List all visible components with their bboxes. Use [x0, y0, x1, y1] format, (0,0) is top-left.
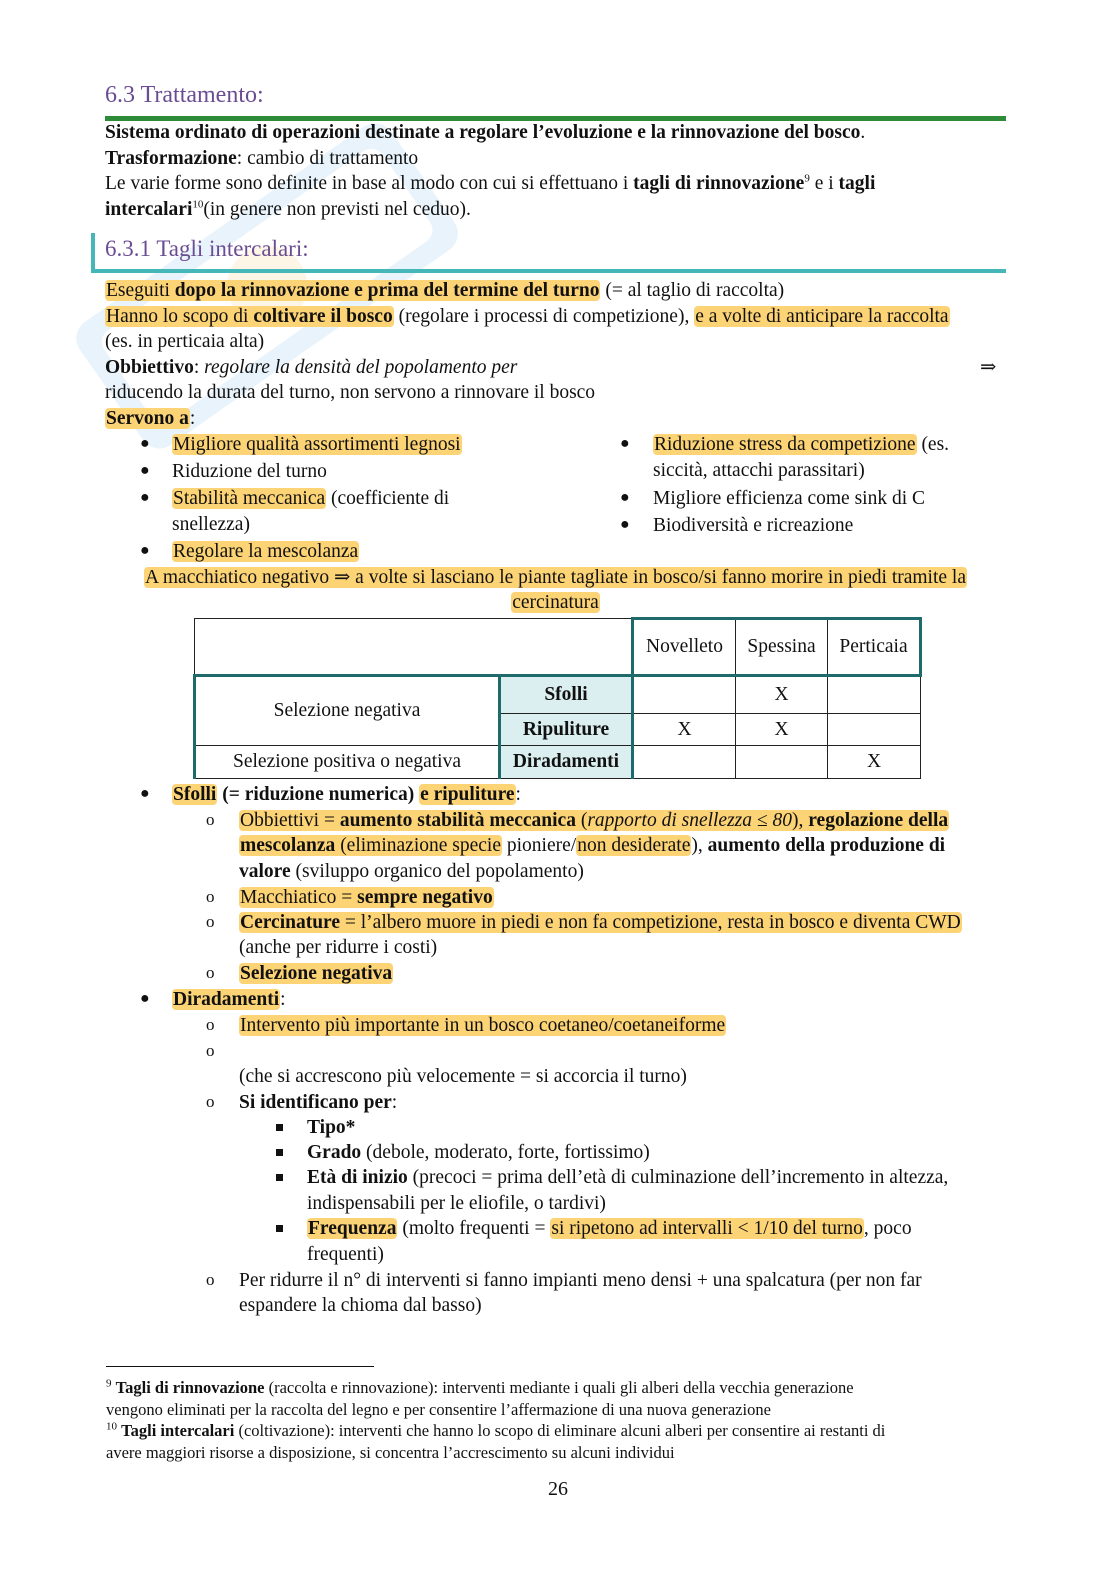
sfolli-heading: Sfolli (= riduzione numerica) e ripuliture: [173, 784, 521, 805]
sub-bullet: o [206, 1041, 215, 1060]
bullet: ● [620, 516, 630, 533]
criterion-item-cont: frequenti) [307, 1244, 384, 1265]
treatment-table [193, 617, 922, 779]
list-item: Riduzione stress da competizione (es. [654, 434, 950, 455]
sfolli-selezione: Selezione negativa [240, 963, 393, 984]
list-item: Migliore efficienza come sink di C [653, 488, 926, 509]
footnote-rule [106, 1366, 374, 1367]
table-header: Novelleto [633, 619, 736, 676]
body-line-6: Servono a: [106, 408, 196, 429]
bullet: ● [140, 990, 150, 1007]
sfolli-obj-line-2: mescolanza (eliminazione specie pioniere/non desiderate), aumento della produzione di [240, 835, 946, 856]
sub-bullet: o [206, 912, 215, 931]
criterion-item: Tipo* [307, 1117, 356, 1138]
square-bullet [276, 1149, 283, 1156]
bullet: ● [620, 489, 630, 506]
table-header: Perticaia [828, 619, 921, 676]
bullet: ● [140, 462, 150, 479]
square-bullet [276, 1174, 283, 1181]
criterion-item-cont: indispensabili per le eliofile, o tardivi) [307, 1193, 606, 1214]
subsection-title: 6.3.1 Tagli intercalari: [105, 236, 309, 261]
intro-line-4: intercalari$^{10}$(in genere non previsti nel ceduo). [105, 198, 471, 220]
table-cell [633, 746, 736, 779]
table-cell: X [633, 714, 736, 746]
table-cell [633, 676, 736, 714]
bullet: ● [620, 435, 630, 452]
bullet: ● [140, 542, 150, 559]
sub-bullet: o [206, 887, 215, 906]
criterion-item: Età di inizio (precoci = prima dell’età di culminazione dell’incremento in altezza, [307, 1167, 949, 1188]
footnote-10-cont: avere maggiori risorse a disposizione, si concentra l’accrescimento su alcuni individui [106, 1443, 675, 1462]
list-item: Biodiversità e ricreazione [653, 515, 854, 536]
subsection-bar [91, 233, 95, 273]
sfolli-obj-line-3: valore (sviluppo organico del popolamento) [239, 861, 584, 882]
sub-bullet: o [206, 963, 215, 982]
sfolli-cercinature: Cercinature = l’albero muore in piedi e non fa competizione, resta in bosco e diventa CWD [240, 912, 961, 933]
sub-bullet: o [206, 1092, 215, 1111]
subsection-rule [91, 269, 1006, 273]
bullet: ● [140, 435, 150, 452]
table-group-label: Selezione negativa [195, 676, 500, 746]
intro-line-2: Trasformazione: cambio di trattamento [105, 148, 419, 169]
list-item: Regolare la mescolanza [173, 541, 359, 562]
criterion-item: Frequenza (molto frequenti = si ripetono ad intervalli < 1/10 del turno, poco [308, 1218, 912, 1239]
diradamenti-item-cont: espandere la chioma dal basso) [239, 1295, 482, 1316]
diradamenti-item: Intervento più importante in un bosco coetaneo/coetaneiforme [240, 1015, 726, 1036]
footnote-10: $^{10}$ Tagli intercalari (coltivazione): interventi che hanno lo scopo di eliminare alcuni alberi per consentire ai restanti di [106, 1420, 886, 1440]
table-row-label: Diradamenti [500, 746, 633, 779]
sub-bullet: o [206, 810, 215, 829]
note-line-1: A macchiatico negativo ⇒ a volte si lasciano le piante tagliate in bosco/si fanno morire in piedi tramite la [145, 567, 966, 588]
note-line-2: cercinatura [512, 592, 599, 613]
diradamenti-item: Si identificano per: [239, 1092, 398, 1113]
list-item: Riduzione del turno [172, 461, 327, 482]
body-line-4: Obbiettivo: regolare la densità del popolamento per [105, 357, 518, 378]
bullet: ● [140, 785, 150, 802]
table-row-label: Sfolli [500, 676, 633, 714]
intro-line-3: Le varie forme sono definite in base al modo con cui si effettuano i tagli di rinnovazione$^9$ e i tagli [105, 172, 876, 194]
table-cell [828, 676, 921, 714]
body-line-3: (es. in perticaia alta) [105, 331, 265, 352]
sub-bullet: o [206, 1015, 215, 1034]
criterion-item: Grado (debole, moderato, forte, fortissimo) [307, 1142, 650, 1163]
diradamenti-heading: Diradamenti: [173, 989, 286, 1010]
body-line-2: Hanno lo scopo di coltivare il bosco (regolare i processi di competizione), e a volte di anticipare la raccolta [106, 306, 949, 327]
table-cell: X [736, 714, 828, 746]
table-cell [736, 746, 828, 779]
intro-line-1: Sistema ordinato di operazioni destinate a regolare l’evoluzione e la rinnovazione del bosco. [105, 122, 866, 143]
table-cell: X [828, 746, 921, 779]
table-empty-header [195, 619, 633, 676]
sfolli-cercinature-cont: (anche per ridurre i costi) [239, 937, 438, 958]
diradamenti-item: Per ridurre il n° di interventi si fanno impianti meno densi + una spalcatura (per non far [239, 1270, 922, 1291]
table-header: Spessina [736, 619, 828, 676]
page-number: 26 [548, 1478, 568, 1500]
body-line-5: riducendo la durata del turno, non servono a rinnovare il bosco [105, 382, 596, 403]
sfolli-obj-line-1: Obbiettivi = aumento stabilità meccanica (rapporto di snellezza ≤ 80), regolazione della [240, 810, 949, 831]
footnote-9-cont: vengono eliminati per la raccolta del legno e per consentire l’affermazione di una nuova generazione [106, 1400, 771, 1419]
table-row-label: Ripuliture [500, 714, 633, 746]
list-item: Stabilità meccanica (coefficiente di [173, 488, 450, 509]
footnote-9: $^9$ Tagli di rinnovazione (raccolta e rinnovazione): interventi mediante i quali gli alberi della vecchia generazione [106, 1377, 854, 1397]
square-bullet [276, 1225, 283, 1232]
list-item: Migliore qualità assortimenti legnosi [173, 434, 461, 455]
sub-bullet: o [206, 1270, 215, 1289]
sfolli-macchiatico: Macchiatico = sempre negativo [240, 887, 493, 908]
body-line-1: Eseguiti dopo la rinnovazione e prima del termine del turno (= al taglio di raccolta) [106, 280, 785, 301]
table-group-label: Selezione positiva o negativa [195, 746, 500, 779]
bullet: ● [140, 489, 150, 506]
square-bullet [276, 1124, 283, 1131]
table-cell [828, 714, 921, 746]
section-title: 6.3 Trattamento: [105, 82, 264, 108]
diradamenti-item: (che si accrescono più velocemente = si accorcia il turno) [239, 1066, 687, 1087]
list-item-cont: siccità, attacchi parassitari) [653, 460, 865, 481]
arrow-symbol: ⇒ [980, 357, 997, 378]
table-cell: X [736, 676, 828, 714]
list-item-cont: snellezza) [172, 514, 250, 535]
